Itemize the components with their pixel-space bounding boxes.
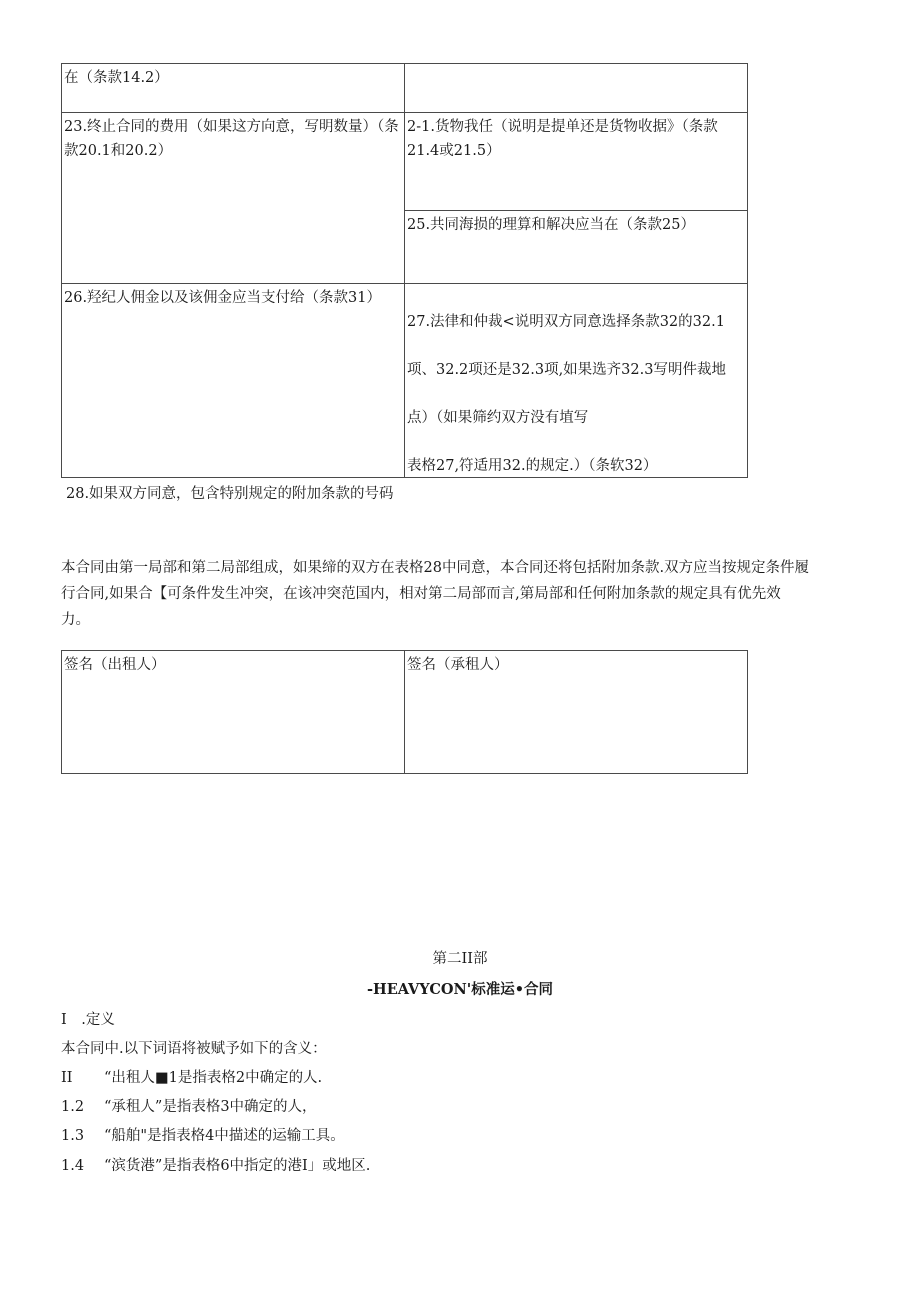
contract-paragraph	[61, 555, 861, 633]
cell-clause-14-2: 在（条款14.2）	[61, 63, 405, 113]
def-number: 1.3	[61, 1128, 85, 1144]
part-two-subheading: -HEAVYCON'标准运•合同	[367, 981, 553, 998]
box-27-line: 项、32.2项还是32.3项,如果选齐32.3写明件裁地	[407, 362, 726, 378]
def-text: “承租人”是指表格3中确定的人，	[104, 1099, 317, 1115]
cell-box-25: 25.共同海损的理算和解决应当在（条款25）	[404, 210, 748, 284]
def-text: “出租人■1是指表格2中确定的人.	[104, 1070, 323, 1086]
signature-owner: 签名（出租人）	[61, 650, 405, 774]
def-number: 1.2	[61, 1099, 85, 1115]
paragraph-line: 力。	[61, 612, 90, 628]
cell-box-24: 2-1.货物我任（说明是提单还是货物收据》（条款21.4或21.5）	[404, 112, 748, 211]
note-box-28: 28.如果双方同意，包含特别规定的附加条款的号码	[66, 486, 394, 502]
paragraph-line: 行合同,如果合【可条件发生冲突，在该冲突范国内，相对第二局部而言,第局部和任何附加条款的规定具有优先效	[61, 586, 781, 602]
cell-box-26: 26.羟纪人佣金以及该佣金应当支付给（条款31）	[61, 283, 405, 478]
def-number: II	[61, 1070, 73, 1086]
def-text: “船舶"是指表格4中描述的运输工具。	[104, 1128, 345, 1144]
box-27-line: 点）（如果筛约双方没有埴写	[407, 410, 589, 426]
cell-box-23: 23.终止合同的费用（如果这方向意，写明数量）（条款20.1和20.2）	[61, 112, 405, 284]
paragraph-line: 本合同由第一局部和第二局部组成，如果缔的双方在表格28中同意，本合同还将包括附加条款.双方应当按规定条件履	[61, 560, 810, 576]
part-two-heading: 第二II部	[432, 951, 488, 967]
box-27-line: 27.法律和仲裁<说明双方同意选择条款32的32.1	[407, 314, 725, 330]
def-text: “滨货港”是指表格6中指定的港I」或地区.	[104, 1158, 371, 1174]
section-definitions-title: I .定义	[61, 1012, 115, 1028]
def-number: 1.4	[61, 1158, 85, 1174]
box-27-line: 表格27,符适用32.的规定.）（条软32）	[407, 458, 658, 474]
cell-empty-top-right	[404, 63, 748, 113]
cell-box-27	[404, 283, 748, 478]
signature-charterer: 签名（承租人）	[404, 650, 748, 774]
definitions-intro: 本合同中.以下词语将被赋予如下的含义：	[61, 1041, 327, 1057]
